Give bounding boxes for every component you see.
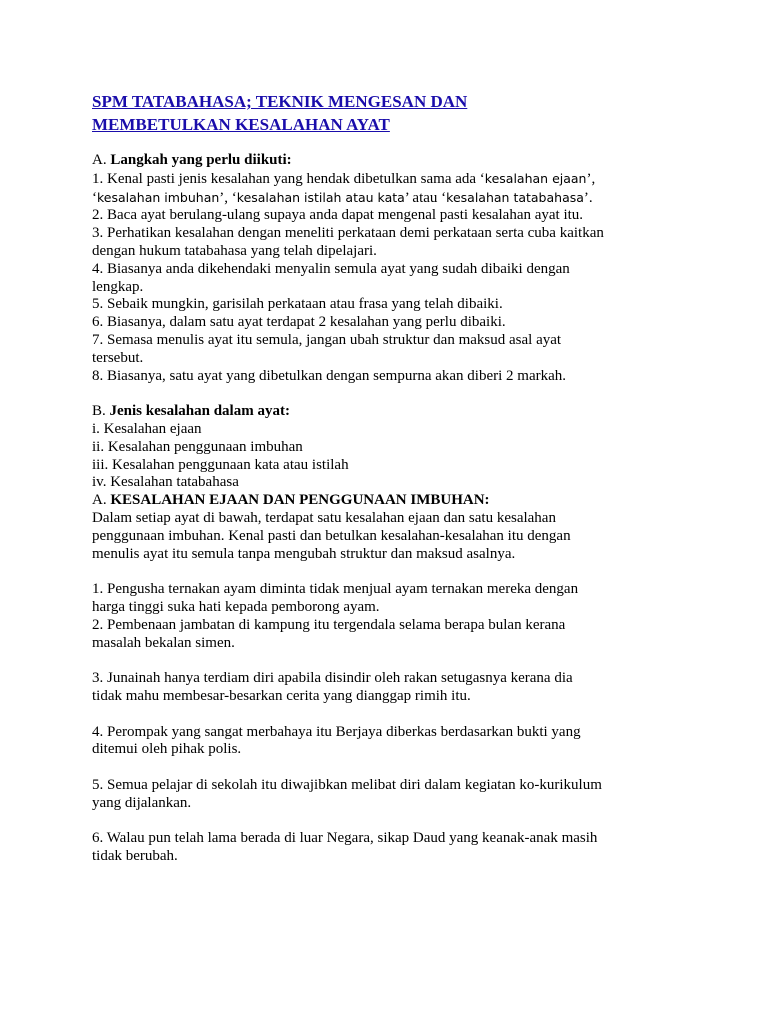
step-line: 5. Sebaik mungkin, garisilah perkataan atau frasa yang telah dibaiki. [92, 296, 503, 313]
section-b-heading: B. Jenis kesalahan dalam ayat: [92, 403, 290, 420]
intro-line: Dalam setiap ayat di bawah, terdapat satu kesalahan ejaan dan satu kesalahan [92, 509, 556, 526]
exercise-line: tidak mahu membesar-besarkan cerita yang dianggap rimih itu. [92, 687, 471, 704]
step-line: lengkap. [92, 278, 144, 295]
exercise-line: masalah bekalan simen. [92, 634, 235, 651]
exercise-line: 1. Pengusha ternakan ayam diminta tidak menjual ayam ternakan mereka dengan [92, 581, 579, 598]
exercise-line: 2. Pembenaan jambatan di kampung itu tergendala selama berapa bulan kerana [92, 616, 566, 633]
step-line: 8. Biasanya, satu ayat yang dibetulkan dengan sempurna akan diberi 2 markah. [92, 367, 567, 384]
title-line-2[interactable]: MEMBETULKAN KESALAHAN AYAT [92, 115, 390, 134]
exercise-line: 4. Perompak yang sangat merbahaya itu Berjaya diberkas berdasarkan bukti yang [92, 723, 581, 740]
spacer [92, 652, 732, 670]
title-line-1[interactable]: SPM TATABAHASA; TEKNIK MENGESAN DAN [92, 92, 468, 111]
intro-line: menulis ayat itu semula tanpa mengubah struktur dan maksud asalnya. [92, 545, 516, 562]
step-1-cont: ‘kesalahan imbuhan’, ‘kesalahan istilah atau kata’ atau ‘kesalahan tatabahasa’. [92, 189, 593, 206]
step-line: 7. Semasa menulis ayat itu semula, jangan ubah struktur dan maksud asal ayat [92, 331, 562, 348]
spacer [92, 706, 732, 724]
step-1: 1. Kenal pasti jenis kesalahan yang hendak dibetulkan sama ada ‘kesalahan ejaan’, [92, 170, 596, 187]
section-a-heading: A. Langkah yang perlu diikuti: [92, 152, 292, 168]
step-line: 4. Biasanya anda dikehendaki menyalin semula ayat yang sudah dibaiki dengan [92, 260, 570, 277]
exercise-line: yang dijalankan. [92, 794, 192, 811]
step-line: dengan hukum tatabahasa yang telah dipelajari. [92, 242, 377, 259]
step-line: tersebut. [92, 349, 144, 366]
error-type-item: iv. Kesalahan tatabahasa [92, 474, 239, 491]
exercise-line: harga tinggi suka hati kepada pemborong ayam. [92, 598, 380, 615]
step-line: 2. Baca ayat berulang-ulang supaya anda dapat mengenal pasti kesalahan ayat itu. [92, 207, 584, 224]
spacer [92, 759, 732, 777]
intro-line: penggunaan imbuhan. Kenal pasti dan betulkan kesalahan-kesalahan itu dengan [92, 527, 571, 544]
exercise-line: 6. Walau pun telah lama berada di luar Negara, sikap Daud yang keanak-anak masih [92, 830, 598, 847]
error-type-item: i. Kesalahan ejaan [92, 420, 202, 437]
exercise-line: 3. Junainah hanya terdiam diri apabila disindir oleh rakan setugasnya kerana dia [92, 670, 573, 687]
exercise-line: ditemui oleh pihak polis. [92, 741, 242, 758]
exercise-line: 5. Semua pelajar di sekolah itu diwajibkan melibat diri dalam kegiatan ko-kurikulum [92, 776, 602, 793]
step-line: 3. Perhatikan kesalahan dengan meneliti perkataan demi perkataan serta cuba kaitkan [92, 225, 604, 242]
spacer [92, 563, 732, 581]
spacer [92, 385, 732, 403]
spacer [92, 812, 732, 830]
step-line: 6. Biasanya, dalam satu ayat terdapat 2 kesalahan yang perlu dibaiki. [92, 314, 506, 331]
error-type-item: ii. Kesalahan penggunaan imbuhan [92, 438, 303, 455]
exercise-line: tidak berubah. [92, 848, 178, 865]
section-c-heading: A. KESALAHAN EJAAN DAN PENGGUNAAN IMBUHAN: [92, 492, 490, 509]
error-type-item: iii. Kesalahan penggunaan kata atau istilah [92, 456, 349, 473]
document-body [92, 152, 732, 866]
document-title[interactable] [92, 90, 467, 136]
